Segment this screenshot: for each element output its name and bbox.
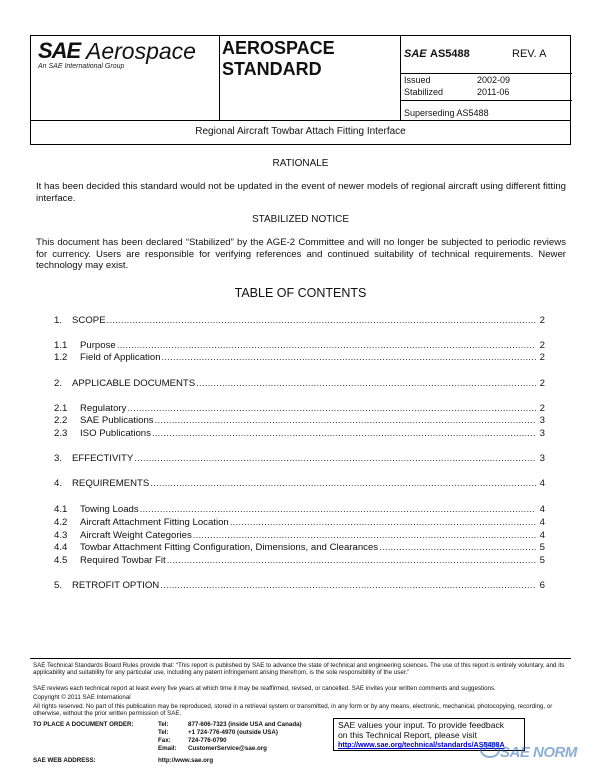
footer-rule <box>30 658 571 659</box>
toc-entry-label: Required Towbar Fit <box>80 555 166 566</box>
toc-entry-number: 5. <box>54 580 63 591</box>
revision: REV. A <box>512 48 547 60</box>
toc-entry[interactable] <box>54 350 545 363</box>
header-divider <box>219 36 220 121</box>
footer-review-notice: SAE reviews each technical report at least every five years at which time it may be reaffirmed, revised, or cancelled. SAE invites your written comments and suggestions. <box>33 685 496 692</box>
aerospace-logo-text: Aerospace <box>86 38 196 64</box>
footer-copyright: Copyright © 2011 SAE International <box>33 694 131 701</box>
standard-title-line1: AEROSPACE <box>222 38 335 58</box>
toc-leader <box>140 504 536 515</box>
toc-entry-page: 3 <box>539 453 545 464</box>
toc-leader <box>107 315 536 326</box>
email-label: Email: <box>158 745 177 752</box>
tel-value: 877-606-7323 (inside USA and Canada) <box>188 721 302 728</box>
web-label: SAE WEB ADDRESS: <box>33 757 96 764</box>
toc-entry[interactable] <box>54 451 545 464</box>
toc-entry-number: 3. <box>54 453 63 464</box>
toc-entry[interactable] <box>54 313 545 326</box>
toc-entry-number: 2.2 <box>54 415 68 426</box>
toc-leader <box>155 415 536 426</box>
toc-entry-page: 5 <box>539 542 545 553</box>
toc-leader <box>379 542 536 553</box>
toc-entry-page: 2 <box>539 403 545 414</box>
toc-leader <box>150 478 536 489</box>
toc-entry-label: APPLICABLE DOCUMENTS <box>72 378 196 389</box>
toc-entry-label: ISO Publications <box>80 428 151 439</box>
feedback-link[interactable]: http://www.sae.org/technical/standards/AS5488A <box>338 740 505 750</box>
toc-entry-number: 1.2 <box>54 352 68 363</box>
logo-subtitle: An SAE International Group <box>38 63 125 70</box>
sae-logo: SAE <box>38 38 81 63</box>
toc-entry-label: Regulatory <box>80 403 127 414</box>
stabilized-date: 2011-06 <box>477 87 510 97</box>
doc-number: AS5488 <box>430 48 470 60</box>
toc-entry-page: 6 <box>539 580 545 591</box>
toc-entry-label: Towing Loads <box>80 504 139 515</box>
toc-entry-number: 1.1 <box>54 340 68 351</box>
toc-entry-number: 4.5 <box>54 555 68 566</box>
toc-entry-label: EFFECTIVITY <box>72 453 134 464</box>
rationale-text: It has been decided this standard would not be updated in the event of newer models of regional aircraft using different fitting interface. <box>36 181 566 204</box>
toc-entry-label: Aircraft Weight Categories <box>80 530 192 541</box>
tel2-value: +1 724-776-4970 (outside USA) <box>188 729 278 736</box>
toc-entry-number: 4.4 <box>54 542 68 553</box>
toc-entry-number: 2. <box>54 378 63 389</box>
tel-label: Tel: <box>158 721 169 728</box>
toc-entry-label: Purpose <box>80 340 116 351</box>
toc-entry-page: 2 <box>539 378 545 389</box>
fax-value: 724-776-0790 <box>188 737 227 744</box>
toc-entry[interactable] <box>54 515 545 528</box>
feedback-line1: SAE values your input. To provide feedback <box>338 720 505 730</box>
standard-title-line2: STANDARD <box>222 59 322 79</box>
toc-entry-label: Towbar Attachment Fitting Configuration, Dimensions, and Clearances <box>80 542 379 553</box>
toc-leader <box>230 517 536 528</box>
toc-entry-page: 4 <box>539 517 545 528</box>
toc-leader <box>152 428 536 439</box>
toc-entry-number: 2.1 <box>54 403 68 414</box>
toc-entry-number: 1. <box>54 315 63 326</box>
stabilized-label: Stabilized <box>404 87 444 97</box>
sae-norm-logo-icon <box>480 740 500 760</box>
footer-rights: All rights reserved. No part of this publication may be reproduced, stored in a retrieval system or transmitted, in any form or by any means, electronic, mechanical, photocopying, recording, or otherwise, without the prior written permission of SAE. <box>33 703 553 718</box>
document-title: Regional Aircraft Towbar Attach Fitting Interface <box>30 121 571 145</box>
toc-entry-page: 3 <box>539 415 545 426</box>
feedback-line2: on this Technical Report, please visit <box>338 729 477 740</box>
toc-entry-page: 2 <box>539 340 545 351</box>
toc-entry[interactable] <box>54 502 545 515</box>
toc-entry-label: REQUIREMENTS <box>72 478 150 489</box>
toc-entry-page: 3 <box>539 428 545 439</box>
toc-entry-label: Aircraft Attachment Fitting Location <box>80 517 229 528</box>
toc-entry-label: Field of Application <box>80 352 161 363</box>
toc-entry-page: 4 <box>539 530 545 541</box>
toc-entry[interactable] <box>54 376 545 389</box>
footer-board-rules: SAE Technical Standards Board Rules provide that: “This report is published by SAE to advance the state of technical and engineering sciences. The use of this report is entirely voluntary, and its applicability and suitability for any particular use, including any patent infringement arising therefrom, is the sole responsibility of the user.” <box>33 662 565 677</box>
toc-entry-label: SAE Publications <box>80 415 154 426</box>
toc-leader <box>134 453 536 464</box>
toc-entry[interactable] <box>54 426 545 439</box>
order-label: TO PLACE A DOCUMENT ORDER: <box>33 721 134 728</box>
stabilized-heading: STABILIZED NOTICE <box>251 214 350 225</box>
toc-entry-number: 4.3 <box>54 530 68 541</box>
toc-entry[interactable] <box>54 540 545 553</box>
standard-title <box>222 38 335 80</box>
toc-leader <box>196 378 536 389</box>
toc-entry-page: 5 <box>539 555 545 566</box>
web-address-link[interactable]: http://www.sae.org <box>158 757 214 764</box>
email-value[interactable]: CustomerService@sae.org <box>188 745 267 752</box>
toc-entry[interactable] <box>54 476 545 489</box>
issued-date: 2002-09 <box>477 75 511 85</box>
issued-label: Issued <box>404 75 431 85</box>
stabilized-text: This document has been declared “Stabilized” by the AGE-2 Committee and will no longer be subjected to periodic reviews for currency. Users are responsible for verifying references and continued suitability of technical requirements. Newer technology may exist. <box>36 237 566 272</box>
superseding: Superseding AS5488 <box>404 108 489 118</box>
toc-title: TABLE OF CONTENTS <box>234 286 367 300</box>
watermark: SAE NORM <box>500 744 577 761</box>
header-divider <box>400 36 401 121</box>
toc-entry[interactable] <box>54 553 545 566</box>
toc-entry-page: 4 <box>539 478 545 489</box>
toc-entry-label: RETROFIT OPTION <box>72 580 160 591</box>
toc-entry-page: 2 <box>539 315 545 326</box>
rationale-heading: RATIONALE <box>272 158 329 169</box>
toc-entry[interactable] <box>54 413 545 426</box>
toc-leader <box>162 352 536 363</box>
toc-entry-number: 4.2 <box>54 517 68 528</box>
toc-entry-page: 2 <box>539 352 545 363</box>
toc-entry-number: 4.1 <box>54 504 68 515</box>
doc-sae-mark: SAE <box>404 48 427 60</box>
toc-entry-label: SCOPE <box>72 315 106 326</box>
toc-entry-number: 4. <box>54 478 63 489</box>
header-divider <box>400 73 572 74</box>
toc-entry-number: 2.3 <box>54 428 68 439</box>
fax-label: Fax: <box>158 737 171 744</box>
toc-leader <box>167 555 536 566</box>
header-divider <box>400 100 572 101</box>
toc-entry-page: 4 <box>539 504 545 515</box>
tel2-label: Tel: <box>158 729 169 736</box>
toc-entry[interactable] <box>54 578 545 591</box>
toc-leader <box>160 580 536 591</box>
